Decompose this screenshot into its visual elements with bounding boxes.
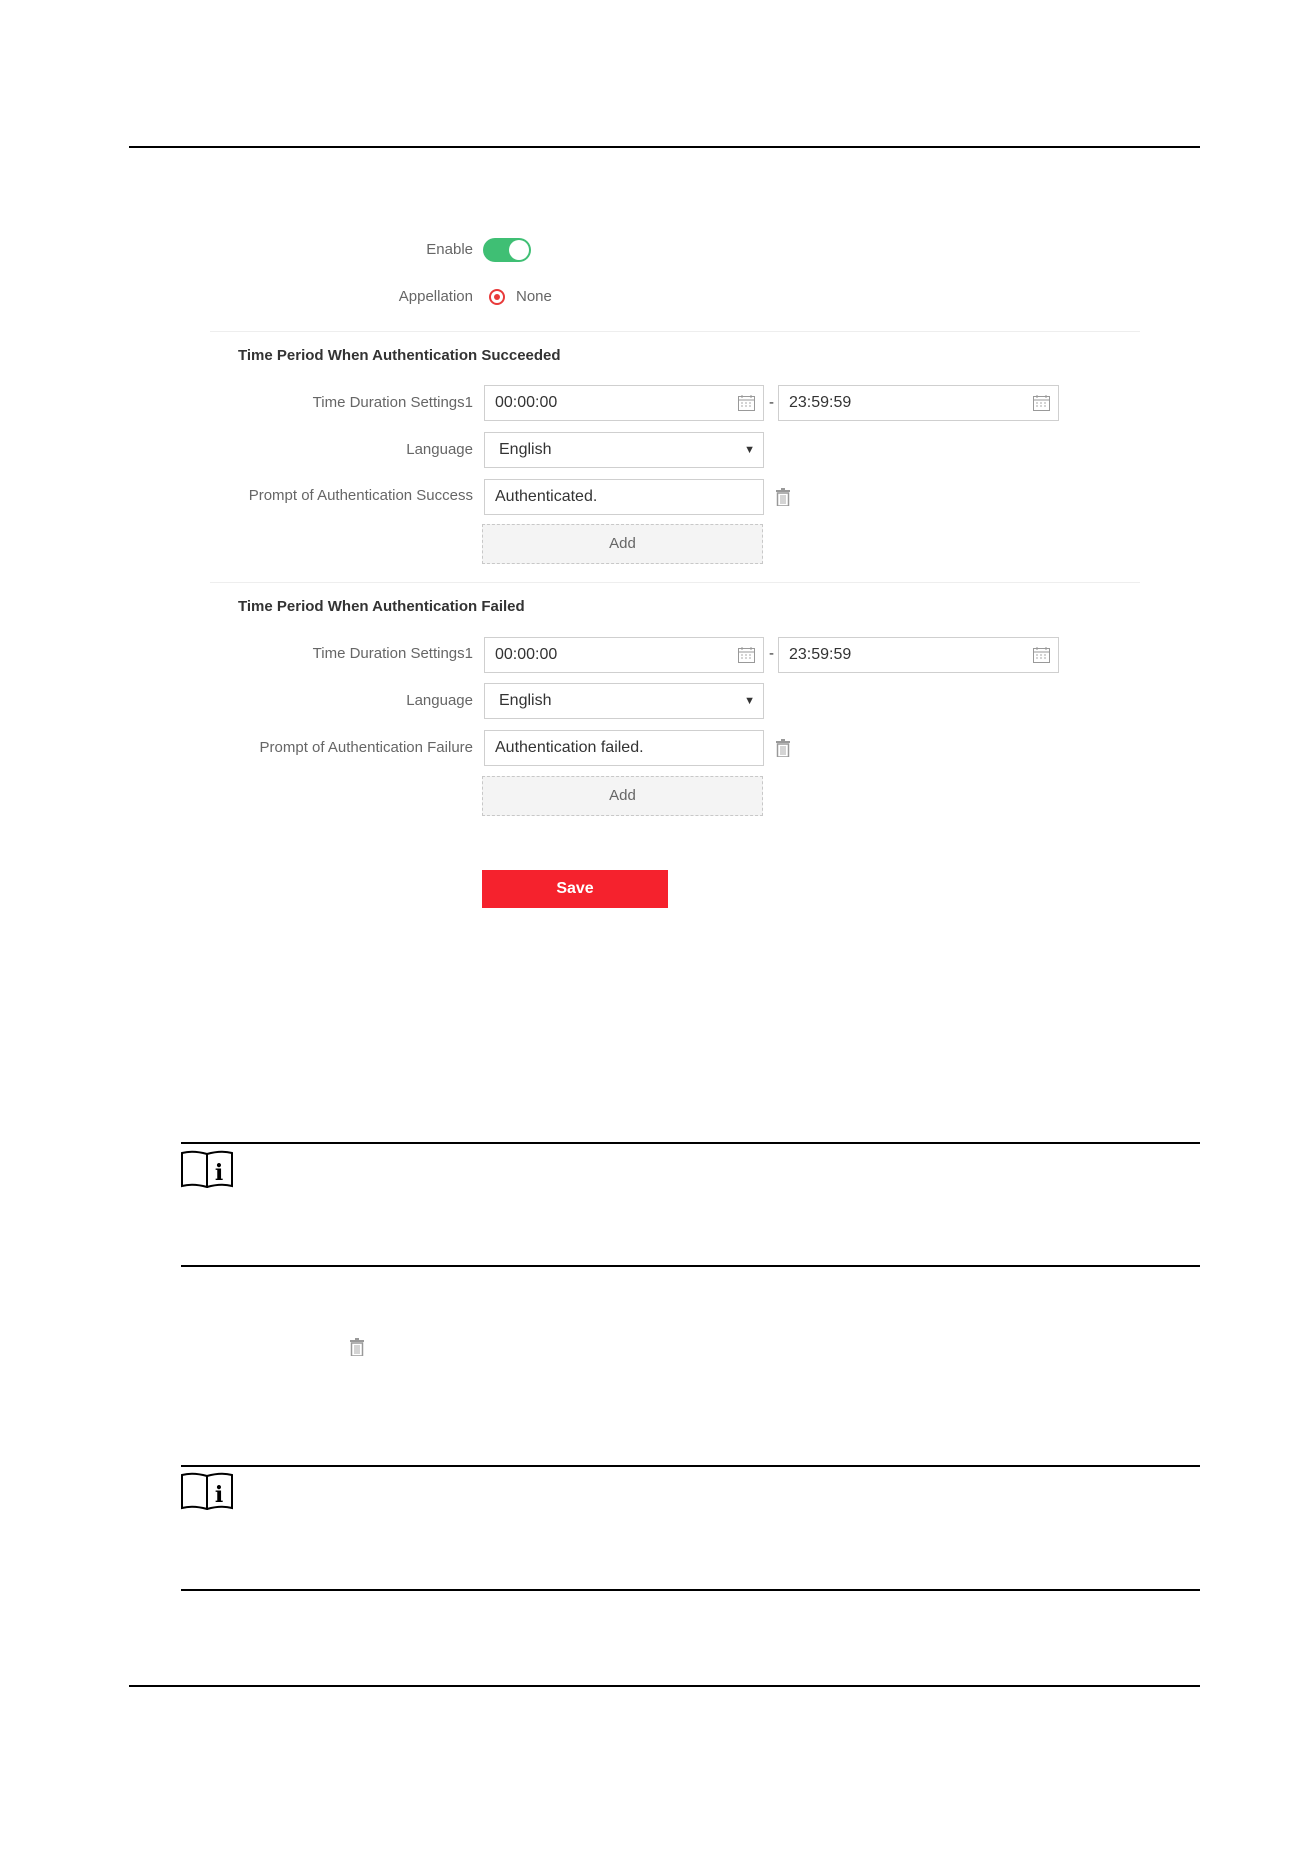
- failure-end-time-input[interactable]: [778, 637, 1059, 673]
- trash-icon[interactable]: [776, 739, 790, 757]
- success-add-button[interactable]: Add: [482, 524, 763, 564]
- trash-icon: [350, 1338, 364, 1356]
- calendar-icon[interactable]: [738, 647, 755, 663]
- note-top-rule: [181, 1142, 1200, 1144]
- success-section-title: Time Period When Authentication Succeeded: [238, 347, 561, 364]
- chevron-down-icon: ▼: [744, 695, 755, 707]
- success-language-select[interactable]: [484, 432, 764, 468]
- calendar-icon[interactable]: [738, 395, 755, 411]
- note-icon: [181, 1472, 233, 1510]
- enable-toggle[interactable]: [483, 238, 531, 262]
- failure-prompt-input[interactable]: [484, 730, 764, 766]
- note-top-rule: [181, 1465, 1200, 1467]
- success-end-time-value: 23:59:59: [789, 394, 852, 411]
- failure-language-value: English: [499, 692, 552, 709]
- footer-rule: [129, 1685, 1200, 1687]
- failure-prompt-label: Prompt of Authentication Failure: [259, 739, 473, 756]
- success-prompt-input[interactable]: [484, 479, 764, 515]
- trash-icon[interactable]: [776, 488, 790, 506]
- calendar-icon[interactable]: [1033, 395, 1050, 411]
- calendar-icon[interactable]: [1033, 647, 1050, 663]
- section-divider: [210, 331, 1140, 332]
- note-icon: [181, 1150, 233, 1188]
- appellation-none-label: None: [516, 288, 552, 305]
- success-start-time-value: 00:00:00: [495, 394, 558, 411]
- success-language-value: English: [499, 441, 552, 458]
- failure-duration-label: Time Duration Settings1: [312, 645, 473, 662]
- appellation-label: Appellation: [398, 288, 473, 305]
- failure-start-time-value: 00:00:00: [495, 646, 558, 663]
- header-rule: [129, 146, 1200, 148]
- radio-dot: [494, 294, 500, 300]
- svg-text:i: i: [214, 1482, 224, 1508]
- appellation-none-radio[interactable]: [489, 289, 505, 305]
- toggle-knob: [509, 240, 529, 260]
- note-bottom-rule: [181, 1265, 1200, 1267]
- failure-end-time-value: 23:59:59: [789, 646, 852, 663]
- time-range-dash: -: [769, 645, 774, 662]
- note-bottom-rule: [181, 1589, 1200, 1591]
- failure-section-title: Time Period When Authentication Failed: [238, 598, 525, 615]
- success-prompt-value: Authenticated.: [495, 488, 598, 505]
- svg-text:i: i: [214, 1160, 224, 1186]
- enable-label: Enable: [426, 241, 473, 258]
- failure-language-label: Language: [406, 692, 473, 709]
- time-range-dash: -: [769, 394, 774, 411]
- success-prompt-label: Prompt of Authentication Success: [248, 487, 473, 504]
- failure-start-time-input[interactable]: [484, 637, 764, 673]
- chevron-down-icon: ▼: [744, 444, 755, 456]
- failure-prompt-value: Authentication failed.: [495, 739, 644, 756]
- success-start-time-input[interactable]: [484, 385, 764, 421]
- success-end-time-input[interactable]: [778, 385, 1059, 421]
- save-button[interactable]: Save: [482, 870, 668, 908]
- success-duration-label: Time Duration Settings1: [312, 394, 473, 411]
- success-language-label: Language: [406, 441, 473, 458]
- failure-language-select[interactable]: [484, 683, 764, 719]
- section-divider: [210, 582, 1140, 583]
- failure-add-button[interactable]: Add: [482, 776, 763, 816]
